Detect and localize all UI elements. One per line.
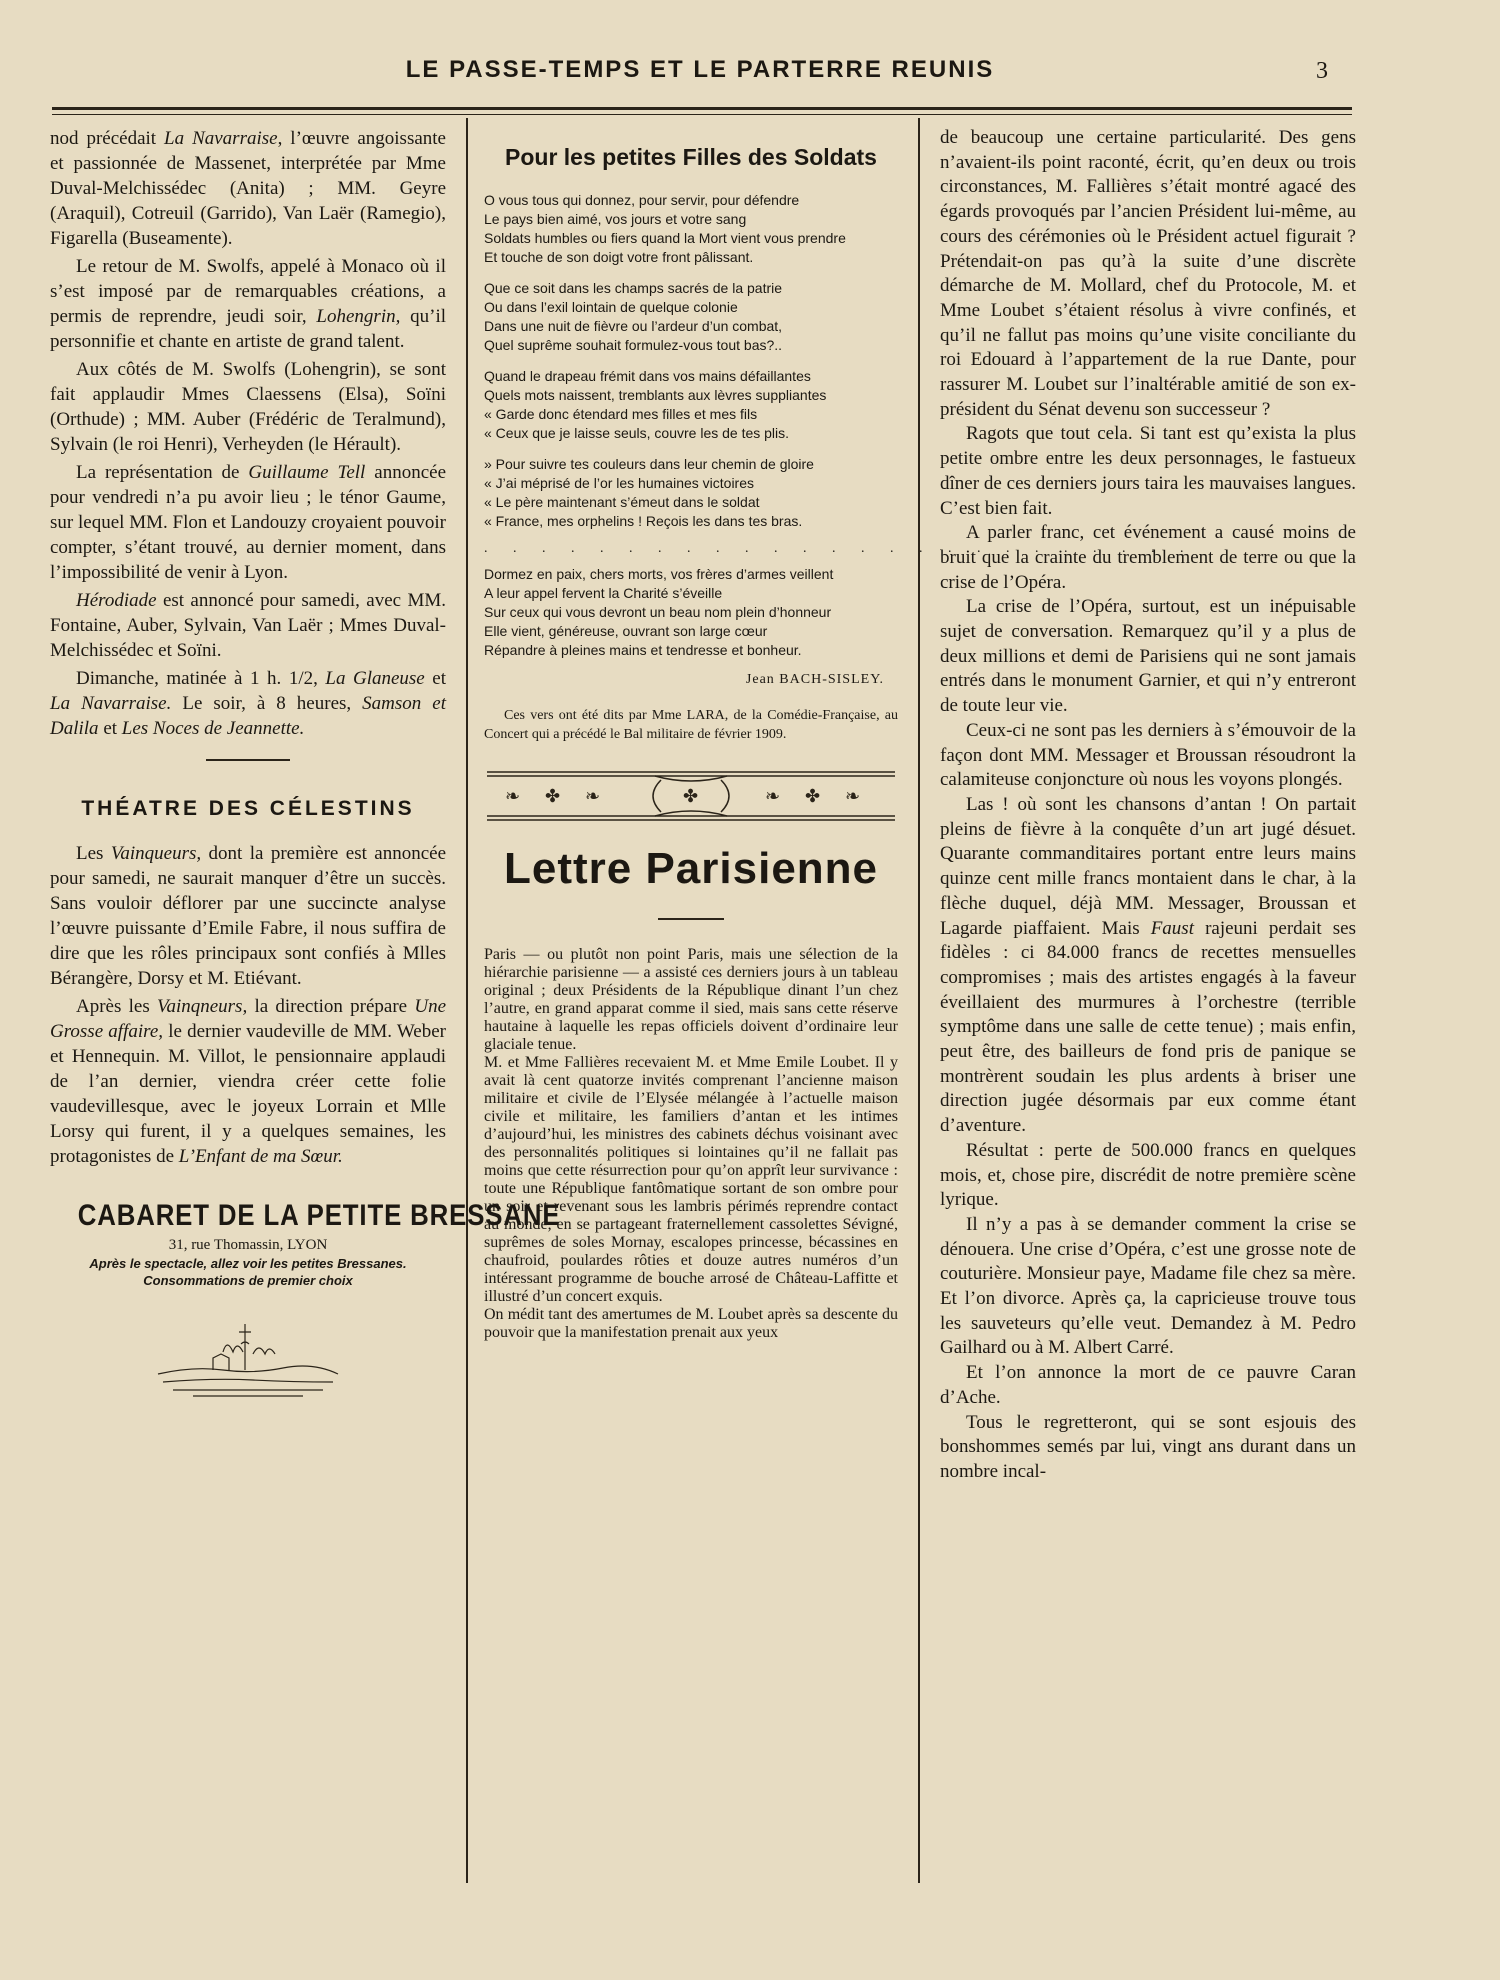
advert-address: 31, rue Thomassin, LYON [168,1237,328,1253]
paragraph: de beaucoup une certaine particularité. Des gens n’avaient-ils point raconté, écrit, qu’en deux ou trois circonstances, M. Fallières s’était montré agacé des égards provoqués par l’ancien Président lui-même, au cours des cérémonies où le Président actuel figurait ? Prétendait-on pas qu’à la suite d’une discrète démarche de M. Mollard, chef du Protocole, M. et Mme Loubet s’étaient résolus à vivre confinés, et qu’il ne fallut pas moins qu’une visite conciliante du roi Edouard à l’appartement de la rue Dante, pour rassurer M. Loubet sur l’inaltérable amitié de son ex-président du Sénat devenu son successeur ? [940,127,1356,420]
poem-note: Ces vers ont été dits par Mme LARA, de la Comédie-Française, au Concert qui a précédé le Bal militaire de février 1909. [484,708,898,742]
italic-title: Une Grosse affaire, [50,996,446,1042]
paragraph: Ragots que tout cela. Si tant est qu’exista la plus petite ombre entre les deux personnages, le fastueux dîner de ces derniers jours taira les mauvaises langues. C’est bien fait. [940,423,1356,519]
paragraph: Les Vainqueurs, dont la première est annoncée pour samedi, ne saurait manquer d’être un succès. Sans vouloir déflorer par une succincte analyse l’œuvre puissante d’Emile Fabre, il nous suffira de dire que les rôles principaux sont confiés à Mlles Bérangère, Dorsy et M. Etiévant. [50,843,447,989]
title-rule [658,918,724,920]
poem-line: Et touche de son doigt votre front pâlissant. [484,249,754,265]
poem-line: « J’ai méprisé de l’or les humaines victoires [484,475,754,491]
poem-line: « Le père maintenant s’émeut dans le soldat [484,494,760,510]
paragraph: Et l’on annonce la mort de ce pauvre Caran d’Ache. [940,1362,1356,1408]
svg-text:❧: ❧ [585,786,601,807]
poem-line: Elle vient, généreuse, ouvrant son large cœur [484,623,768,639]
poem-line: Soldats humbles ou fiers quand la Mort vient vous prendre [484,230,846,246]
paragraph: On médit tant des amertumes de M. Loubet après sa descente du pouvoir que la manifestation prenait aux yeux [484,1306,898,1341]
italic-title: Faust [1150,917,1194,939]
poem-line: Dans une nuit de fièvre ou l’ardeur d’un combat, [484,318,783,334]
paragraph: M. et Mme Fallières recevaient M. et Mme Emile Loubet. Il y avait là cent quatorze invités comprenant l’ancienne maison militaire et civile de l’Elysée mélangée à l’actuelle maison civile et militaire, les familiers d’antan et les intimes d’aujourd’hui, les ministres des cabinets déchus voisinant avec des personnalités politiques si lointaines qu’il ne fallait pas moins que cette résurrection pour qu’on apprît leur survivance : toute une République fantômatique sortant de son ombre pour un soir et revenant sous les lambris périmés reprendre contact au monde, en se partageant fraternellement cassolettes Sévigné, suprêmes de soles Mornay, escalopes princesse, bécassines en chaufroid, poulardes rôties et douze autres numéros d’un intéressant programme de bouche arrosé de Château-Laffitte et illustré d’un concert exquis. [484,1054,898,1305]
header-rule [52,107,1352,115]
poem-title: Pour les petites Filles des Soldats [505,144,877,170]
italic-title: Guillaume Tell [248,462,366,483]
column-left [50,126,561,1896]
advert-line: Consommations de premier choix [143,1273,353,1288]
svg-text:✤: ✤ [683,786,699,807]
paragraph: Il n’y a pas à se demander comment la crise se dénouera. Une crise d’Opéra, c’est une grosse note de couturière. Monsieur paye, Madame file chez sa mère. Et l’on divorce. Après ça, la capricieuse trouve tous les sauveteurs qu’elle veut. Demandez à M. Pedro Gailhard ou à M. Albert Carré. [940,1213,1356,1359]
paragraph: Hérodiade est annoncé pour samedi, avec MM. Fontaine, Auber, Sylvain, Van Laër ; Mmes Duval-Melchissédec et Soïni. [50,590,446,661]
poem-stanza [484,455,898,531]
poem-line: » Pour suivre tes couleurs dans leur chemin de gloire [484,456,814,472]
poem-line: Sur ceux qui vous devront un beau nom plein d’honneur [484,604,832,620]
italic-title: La Glaneuse [325,668,425,689]
column-right [940,126,1356,1896]
italic-title: Vainqneurs, [156,996,248,1017]
paragraph: Aux côtés de M. Swolfs (Lohengrin), se sont fait applaudir Mmes Claessens (Elsa), Soïni (Orthude) ; MM. Auber (Frédéric de Teralmund), Sylvain (le roi Henri), Verheyden (le Hérault). [50,359,446,455]
poem-stanza [484,191,898,267]
paragraph: Ceux-ci ne sont pas les derniers à s’émouvoir de la façon dont MM. Messager et Broussan résoudront la calamiteuse conjoncture où nous les voyons plongés. [940,719,1356,791]
svg-text:✤: ✤ [545,786,561,807]
italic-title: Samson et Dalila [50,693,446,739]
paragraph: Tous le regretteront, qui se sont esjouis des bonshommes semés par lui, vingt ans durant dans un nombre incal- [940,1411,1356,1482]
italic-title: Les Noces de Jeannette. [121,718,305,739]
paragraph: Résultat : perte de 500.000 francs en quelques mois, et, chose pire, discrédit de notre première scène lyrique. [940,1139,1356,1211]
paragraph: Las ! où sont les chansons d’antan ! On partait pleins de fièvre à la conquête d’un art jugé désuet. Quarante commanditaires portant entre leurs mains quinze cent mille francs montaient dans le char, à la flèche duquel, déjà MM. Messager, Broussan et Lagarde piaffaient. Mais Faust rajeuni perdait ses fidèles : ci 84.000 francs de recettes mensuelles compromises ; mais des artistes engagés à la faveur éveillaient des murmures à l’orchestre (terrible symptôme dans une salle de cette tenue) ; mais enfin, peut être, des bailleurs de fond pris de panique se montrèrent soudain les plus ardents à briser une direction jugée désormais par eux comme étant d’aventure. [940,793,1356,1137]
running-header: LE PASSE-TEMPS ET LE PARTERRE REUNIS [405,56,995,83]
italic-title: Vainqueurs, [110,843,202,864]
paragraph: Le retour de M. Swolfs, appelé à Monaco où il s’est imposé par de remarquables créations, a permis de reprendre, jeudi soir, Lohengrin, qu’il personnifie et chante en artiste de grand talent. [50,256,446,352]
landscape-vignette [153,1304,343,1414]
paragraph: nod précédait La Navarraise, l’œuvre angoissante et passionnée de Massenet, interprétée par Mme Duval-Melchissédec (Anita) ; MM. Geyre (Araquil), Cotreuil (Garrido), Van Laër (Ramegio), Figarella (Buseamente). [50,128,446,249]
paragraph: A parler franc, cet événement a causé moins de bruit que la crainte du tremblement de terre ou que la crise de l’Opéra. [940,522,1356,593]
page-number: 3 [1316,58,1328,84]
poem-stanza [484,565,898,660]
advert-title: CABARET DE LA PETITE BRESSANE [77,1199,561,1232]
poem-line: Quels mots naissent, tremblants aux lèvres suppliantes [484,387,827,403]
poem-line: Ou dans l’exil lointain de quelque colonie [484,299,738,315]
article-title: Lettre Parisienne [503,844,879,893]
poem-line: Que ce soit dans les champs sacrés de la patrie [484,280,783,296]
italic-title: Hérodiade [76,590,157,611]
advert-line: Après le spectacle, allez voir les petites Bressanes. [89,1256,407,1271]
poem-author: Jean BACH-SISLEY. [745,672,884,687]
italic-title: La Navarraise [164,128,278,149]
svg-text:❧: ❧ [765,786,781,807]
poem-line: O vous tous qui donnez, pour servir, pour défendre [484,192,800,208]
paragraph: La représentation de Guillaume Tell annoncée pour vendredi n’a pu avoir lieu ; le ténor Gaume, sur lequel MM. Flon et Landouzy croyaient pouvoir compter, s’étant trouvé, au dernier moment, dans l’impossibilité de venir à Lyon. [50,462,447,583]
poem-line: Dormez en paix, chers morts, vos frères d’armes veillent [484,566,834,582]
svg-text:✤: ✤ [805,786,821,807]
paragraph: La crise de l’Opéra, surtout, est un inépuisable sujet de conversation. Remarquez qu’il y a plus de deux millions et demi de Parisiens qui ne sont jamais entrés dans le monument Garnier, et qui n’y entreront de toute leur vie. [940,596,1356,717]
column-divider [466,118,468,1883]
poem-line: Le pays bien aimé, vos jours et votre sang [484,211,747,227]
poem-line: Quel suprême souhait formulez-vous tout bas?.. [484,337,783,353]
poem-line: A leur appel fervent la Charité s’éveille [484,585,723,601]
poem-line: Répandre à pleines mains et tendresse et bonheur. [484,642,802,658]
ellipsis-row: . . . . . . . . . . . . . . . . . . . . . . . . . [484,541,1195,556]
poem-stanza [484,367,898,443]
italic-title: L’Enfant de ma Sœur. [178,1146,343,1167]
italic-title: La Navarraise. [50,693,172,714]
ornament-divider [485,766,897,826]
section-heading: THÉATRE DES CÉLESTINS [81,797,415,820]
section-rule [206,759,290,761]
svg-text:❧: ❧ [845,786,861,807]
svg-text:❧: ❧ [505,786,521,807]
paragraph: Après les Vainqneurs, la direction prépare Une Grosse affaire, le dernier vaudeville de MM. Weber et Hennequin. M. Villot, le pensionnaire applaudi de l’an dernier, viendra créer cette folie vaudevillesque, avec le joyeux Lorrain et Mlle Lorsy qui furent, il y a quelques semaines, les protagonistes de L’Enfant de ma Sœur. [50,996,446,1167]
paragraph: Paris — ou plutôt non point Paris, mais une sélection de la hiérarchie parisienne — a assisté ces derniers jours à un tableau original ; deux Présidents de la République dinant l’un chez l’autre, en grand apparat comme il sied, mais sans cette réserve hautaine à laquelle les repas officiels doivent d’ordinaire leur glaciale tenue. [484,946,898,1053]
poem-line: « France, mes orphelins ! Reçois les dans tes bras. [484,513,803,529]
poem-line: Quand le drapeau frémit dans vos mains défaillantes [484,368,811,384]
italic-title: Lohengrin, [316,306,401,327]
poem-stanza [484,279,898,355]
paragraph: Dimanche, matinée à 1 h. 1/2, La Glaneuse et La Navarraise. Le soir, à 8 heures, Samson et Dalila et Les Noces de Jeannette. [50,668,446,739]
poem-line: « Ceux que je laisse seuls, couvre les de tes plis. [484,425,790,441]
poem-line: « Garde donc étendard mes filles et mes fils [484,406,758,422]
column-divider [918,118,920,1883]
